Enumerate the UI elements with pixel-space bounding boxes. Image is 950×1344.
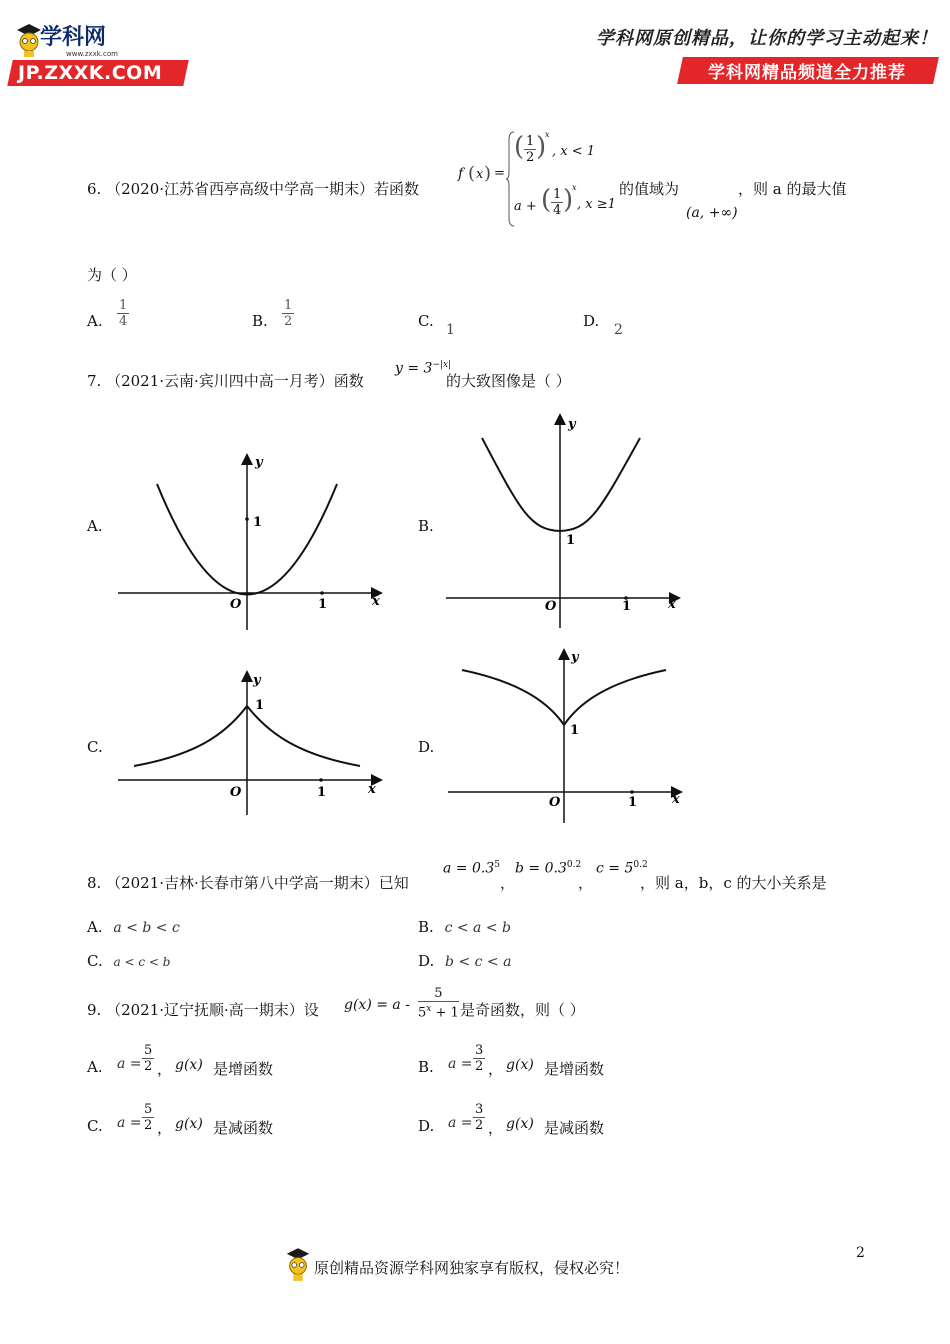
q9-option-c-label: C. xyxy=(87,1117,103,1135)
q6-source: （2020·江苏省西亭高级中学高一期末）若函数 xyxy=(106,180,420,198)
x-label: x xyxy=(368,782,376,797)
q6-number: 6. xyxy=(87,180,102,198)
q7-source: （2021·云南·宾川四中高一月考）函数 xyxy=(106,372,364,390)
one-label: 1 xyxy=(566,533,576,548)
q8-b-exp: 0.2 xyxy=(566,860,582,870)
q9-option-c[interactable]: C. a = $\frac{5}{2}$ ， g(x) 是减函数 xyxy=(87,1102,274,1137)
q6-case1-num: 1 xyxy=(526,134,535,149)
q6-range: (a, +∞) xyxy=(686,205,738,221)
x-label: x xyxy=(672,792,680,807)
q9-option-d-den: 2 xyxy=(475,1118,484,1133)
q9-fraction xyxy=(418,986,459,1020)
q6-case1-den: 2 xyxy=(526,150,535,165)
q9-option-b-prefix: a = xyxy=(448,1056,473,1072)
q6-func-name: f xyxy=(458,166,464,182)
q9-option-b-den: 2 xyxy=(475,1059,484,1074)
q6-case2-paren-close: ) xyxy=(563,185,574,215)
one-label: 1 xyxy=(253,515,263,530)
q9-option-a-num: 5 xyxy=(144,1043,153,1058)
q8-c-base: c = 5 xyxy=(596,860,634,877)
origin-label: O xyxy=(230,597,242,612)
x-label: x xyxy=(668,597,676,612)
q6-case1-paren-open: ( xyxy=(514,132,525,162)
logo-url: JP.ZXXK.COM xyxy=(18,62,163,84)
q6-case1-paren-close: ) xyxy=(536,132,547,162)
y-label: y xyxy=(255,455,263,470)
q6-case1-exp: x xyxy=(545,130,550,139)
y-label: y xyxy=(253,673,261,688)
q6-option-c-label: C. xyxy=(418,312,434,330)
q9-option-b-desc: 是增函数 xyxy=(544,1060,605,1078)
origin-label: O xyxy=(545,599,557,614)
q9-option-a-fraction xyxy=(142,1043,154,1074)
q8-c-exp: 0.2 xyxy=(633,860,648,870)
q7-stem xyxy=(87,370,364,391)
q9-option-d-fraction xyxy=(473,1102,485,1133)
q8-option-b-value: c < a < b xyxy=(444,920,511,936)
logo-text: 学科网 xyxy=(40,25,107,50)
site-logo[interactable] xyxy=(10,20,190,90)
q6-option-a-num: 1 xyxy=(119,298,128,313)
one-label: 1 xyxy=(622,599,632,614)
q8-a-def xyxy=(443,860,500,877)
q6-option-b-den: 2 xyxy=(284,314,293,329)
q6-case1-cond: , x < 1 xyxy=(552,144,596,159)
footer-mascot-icon xyxy=(284,1245,312,1285)
q9-frac-den-tail: + 1 xyxy=(431,1005,459,1021)
q9-frac-den-exp: x xyxy=(426,1004,432,1014)
q8-sep-2: ， xyxy=(578,874,594,892)
q8-option-b[interactable] xyxy=(418,918,511,936)
curve-right xyxy=(564,670,666,725)
q8-option-d[interactable] xyxy=(418,952,511,970)
q9-option-d-label: D. xyxy=(418,1117,435,1135)
q7-formula-base: y = 3 xyxy=(395,360,433,377)
q6-stem xyxy=(87,178,419,199)
q7-option-b-label[interactable]: B. xyxy=(418,517,434,535)
q9-option-d[interactable]: D. a = $\frac{3}{2}$ ， g(x) 是减函数 xyxy=(418,1102,605,1137)
q6-option-c[interactable] xyxy=(418,312,455,338)
q8-b-def xyxy=(515,860,581,877)
q6-case2-num: 1 xyxy=(553,187,562,202)
q7-option-a-label[interactable]: A. xyxy=(87,517,103,535)
q7-number: 7. xyxy=(87,372,102,390)
q7-option-d-label[interactable]: D. xyxy=(418,738,435,756)
q9-option-c-den: 2 xyxy=(144,1118,153,1133)
q6-option-b-fraction xyxy=(282,298,294,329)
slogan-bar-text: 学科网精品频道全力推荐 xyxy=(708,63,906,83)
q9-option-a-label: A. xyxy=(87,1058,103,1076)
q6-case2-prefix: a + xyxy=(514,199,537,214)
tick-point xyxy=(319,778,323,782)
q6-paren-close: ) xyxy=(484,163,492,184)
q9-option-a-g: g(x) xyxy=(175,1057,203,1073)
q7-graph-c[interactable] xyxy=(110,665,390,815)
q9-option-d-desc: 是减函数 xyxy=(544,1119,605,1137)
one-label: 1 xyxy=(628,795,638,810)
q9-option-d-num: 3 xyxy=(475,1102,484,1117)
one-label: 1 xyxy=(318,597,328,612)
q9-option-b[interactable]: B. a = $\frac{3}{2}$ ， g(x) 是增函数 xyxy=(418,1043,605,1078)
header-slogan: 学科网原创精品，让你的学习主动起来！ xyxy=(596,28,938,49)
q9-option-a-prefix: a = xyxy=(117,1056,142,1072)
q6-option-a-den: 4 xyxy=(119,314,128,329)
origin-label: O xyxy=(549,795,561,810)
q8-option-d-label: D. xyxy=(418,952,435,970)
q6-option-a-label: A. xyxy=(87,312,103,330)
one-label: 1 xyxy=(255,698,265,713)
q8-option-c-label: C. xyxy=(87,952,103,970)
q6-case2-exp: x xyxy=(572,183,577,192)
q6-option-d-value: 2 xyxy=(614,322,623,338)
q8-tail-text: ，则 a，b，c 的大小关系是 xyxy=(640,874,827,892)
q6-cont-text: 为（ ） xyxy=(87,266,137,284)
q9-option-b-g: g(x) xyxy=(506,1057,534,1073)
q7-graph-a[interactable] xyxy=(110,450,390,630)
one-label: 1 xyxy=(570,723,580,738)
q8-a-base: a = 0.3 xyxy=(443,860,495,877)
q6-case2-den: 4 xyxy=(553,203,562,218)
q7-graph-d[interactable] xyxy=(440,645,690,825)
q8-option-c[interactable] xyxy=(87,952,170,970)
one-label: 1 xyxy=(317,785,327,800)
curve-left xyxy=(134,706,247,766)
curve xyxy=(482,438,640,531)
q8-number: 8. xyxy=(87,874,102,892)
tick-point xyxy=(320,591,324,595)
q8-option-c-value: a < c < b xyxy=(113,955,171,969)
q9-option-b-fraction xyxy=(473,1043,485,1074)
q8-b-base: b = 0.3 xyxy=(515,860,567,877)
q8-sep-1: ， xyxy=(500,874,516,892)
x-label: x xyxy=(372,594,380,609)
q9-option-c-fraction xyxy=(142,1102,154,1133)
curve-right xyxy=(247,706,360,766)
q8-option-a[interactable] xyxy=(87,918,180,936)
q9-option-d-prefix: a = xyxy=(448,1115,473,1131)
q6-option-a-fraction xyxy=(117,298,129,329)
q8-option-d-value: b < c < a xyxy=(445,954,512,970)
q8-stem xyxy=(87,872,409,893)
q9-tail-text: 是奇函数，则（ ） xyxy=(460,1001,585,1019)
q7-graph-b[interactable] xyxy=(440,410,690,630)
logo-small-url: www.zxxk.com xyxy=(66,50,118,58)
q9-option-c-num: 5 xyxy=(144,1102,153,1117)
q9-option-a[interactable]: A. a = $\frac{5}{2}$ ， g(x) 是增函数 xyxy=(87,1043,274,1078)
q8-option-a-label: A. xyxy=(87,918,103,936)
q6-case1-fraction xyxy=(524,134,536,165)
q6-option-d[interactable] xyxy=(583,312,623,338)
q8-option-b-label: B. xyxy=(418,918,434,936)
q6-mid-text: 的值域为 xyxy=(619,180,680,198)
page-number: 2 xyxy=(856,1245,865,1261)
q9-option-c-desc: 是减函数 xyxy=(213,1119,274,1137)
q7-option-c-label[interactable]: C. xyxy=(87,738,103,756)
q9-frac-num: 5 xyxy=(418,986,459,1002)
q6-case2-paren-open: ( xyxy=(541,185,552,215)
q9-option-c-g: g(x) xyxy=(175,1116,203,1132)
q7-formula-exp: −|x| xyxy=(432,360,452,370)
q6-piecewise-function xyxy=(456,130,616,230)
q9-option-d-g: g(x) xyxy=(506,1116,534,1132)
q9-stem xyxy=(87,999,319,1020)
footer-copyright: 原创精品资源学科网独家享有版权，侵权必究！ xyxy=(314,1259,630,1277)
q9-func: g(x) = a - xyxy=(344,997,410,1013)
q6-tail-text: ，则 a 的最大值 xyxy=(738,180,847,198)
y-label: y xyxy=(568,417,576,432)
q6-option-c-value: 1 xyxy=(446,322,455,338)
q9-number: 9. xyxy=(87,1001,102,1019)
q6-paren-open: ( xyxy=(468,163,476,184)
q6-option-b-label: B. xyxy=(252,312,268,330)
q9-option-b-label: B. xyxy=(418,1058,434,1076)
q6-case2-cond: , x ≥1 xyxy=(577,197,616,212)
q9-option-b-num: 3 xyxy=(475,1043,484,1058)
q7-formula xyxy=(395,360,451,377)
q6-equals: = xyxy=(494,166,505,181)
q6-option-b-num: 1 xyxy=(284,298,293,313)
tick-point xyxy=(245,517,249,521)
y-label: y xyxy=(571,650,579,665)
q8-source: （2021·吉林·长春市第八中学高一期末）已知 xyxy=(106,874,409,892)
q6-func-var: x xyxy=(476,167,484,182)
q9-frac-den: 5 xyxy=(418,1005,427,1021)
q8-option-a-value: a < b < c xyxy=(113,920,180,936)
q9-option-c-prefix: a = xyxy=(117,1115,142,1131)
q8-a-exp: 5 xyxy=(494,860,500,870)
q7-tail-text: 的大致图像是（ ） xyxy=(446,372,571,390)
q9-source: （2021·辽宁抚顺·高一期末）设 xyxy=(106,1001,319,1019)
q9-option-a-den: 2 xyxy=(144,1059,153,1074)
q6-case2-fraction xyxy=(551,187,563,218)
origin-label: O xyxy=(230,785,242,800)
q9-option-a-desc: 是增函数 xyxy=(213,1060,274,1078)
curve-left xyxy=(462,670,564,725)
tick-point xyxy=(630,790,634,794)
q6-option-d-label: D. xyxy=(583,312,600,330)
